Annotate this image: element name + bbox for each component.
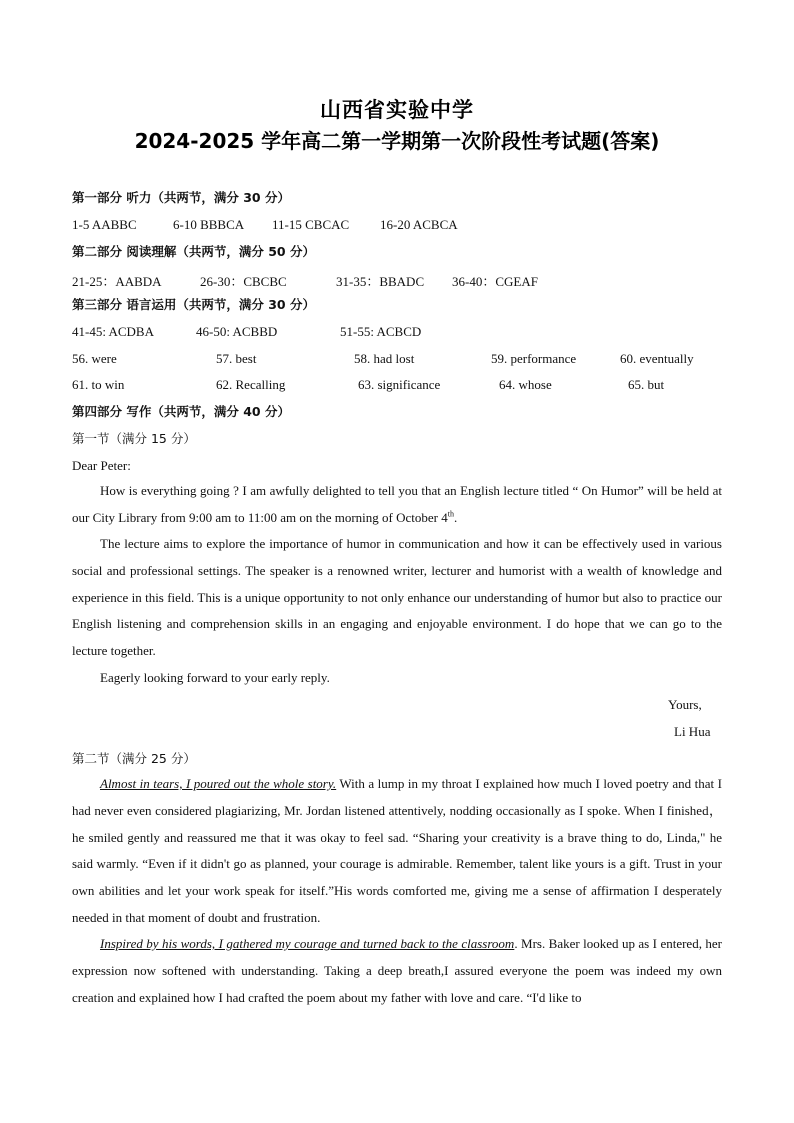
answer-group: 11-15 CBCAC — [272, 217, 350, 232]
answer-group: 41-45: ACDBA — [72, 324, 154, 339]
section1-heading: 第一节（满分 15 分） — [72, 431, 196, 446]
fill-answer: 62. Recalling — [216, 377, 286, 392]
part1-heading: 第一部分 听力（共两节，满分 30 分） — [72, 190, 290, 205]
letter-text: How is everything going ? I am awfully delighted to tell you that an English lecture titled “ On Humor” will be held at our City Library from 9:00 am to 11:00 am on the morning of October 4 — [72, 483, 722, 525]
essay-text: . Mrs. Baker looked up as I entered, her expression now softened with understanding. Taking a deep breath,I assured everyone the poem was indeed my own creation and explained how I had crafted the poem about my father with love and care. “I'd like to — [72, 936, 722, 1005]
essay-paragraph — [72, 771, 722, 932]
essay-paragraph — [72, 931, 722, 1011]
answer-group: 31-35：BBADC — [336, 274, 425, 289]
answer-group: 26-30：CBCBC — [200, 274, 287, 289]
letter-paragraph: Eagerly looking forward to your early reply. — [100, 670, 330, 685]
answer-group: 16-20 ACBCA — [380, 217, 458, 232]
signature: Li Hua — [674, 724, 711, 739]
given-opening-sentence: Almost in tears, I poured out the whole story. — [100, 776, 337, 791]
fill-answer: 61. to win — [72, 377, 125, 392]
answer-group: 6-10 BBBCA — [173, 217, 245, 232]
answer-group: 51-55: ACBCD — [340, 324, 422, 339]
given-opening-sentence: Inspired by his words, I gathered my courage and turned back to the classroom — [100, 936, 515, 951]
fill-answer: 60. eventually — [620, 351, 694, 366]
answer-group: 21-25：AABDA — [72, 274, 162, 289]
letter-paragraph — [72, 478, 722, 532]
answer-group: 36-40：CGEAF — [452, 274, 538, 289]
fill-answer: 65. but — [628, 377, 665, 392]
fill-answer: 59. performance — [491, 351, 577, 366]
fill-answer: 64. whose — [499, 377, 552, 392]
part4-heading: 第四部分 写作（共两节，满分 40 分） — [72, 404, 290, 419]
fill-answer: 57. best — [216, 351, 257, 366]
section2-heading: 第二节（满分 25 分） — [72, 751, 196, 766]
part3-heading: 第三部分 语言运用（共两节，满分 30 分） — [72, 297, 315, 312]
part2-heading: 第二部分 阅读理解（共两节，满分 50 分） — [72, 244, 315, 259]
school-title: 山西省实验中学 — [320, 98, 474, 122]
answer-group: 46-50: ACBBD — [196, 324, 278, 339]
salutation: Dear Peter: — [72, 458, 131, 473]
fill-answer: 56. were — [72, 351, 117, 366]
exam-title: 2024-2025 学年高二第一学期第一次阶段性考试题(答案) — [134, 129, 660, 153]
fill-answer: 63. significance — [358, 377, 441, 392]
fill-answer: 58. had lost — [354, 351, 415, 366]
closing: Yours, — [668, 697, 702, 712]
answer-group: 1-5 AABBC — [72, 217, 137, 232]
letter-text: . — [453, 509, 458, 525]
essay-text: With a lump in my throat I explained how much I loved poetry and that I had never even considered plagiarizing, Mr. Jordan listened attentively, nodding occasionally as I spoke. When I finished， he smiled gently and reassured me that it was okay to feel sad. “Sharing your creativity is a brave thing to do, Linda," he said warmly. “Even if it didn't go as planned, your courage is admirable. Remember, talent like yours is a gift. Trust in your own abilities and let your work speak for itself.”His words comforted me, giving me a sense of affirmation I desperately needed in that moment of doubt and frustration. — [72, 776, 722, 925]
ordinal-suffix: th — [447, 509, 454, 519]
letter-paragraph: The lecture aims to explore the importance of humor in communication and how it can be effectively used in various social and professional settings. The speaker is a renowned writer, lecturer and humorist with a wealth of knowledge and experience in this field. This is a unique opportunity to not only enhance our understanding of humor but also to practice our English listening and comprehension skills in an engaging and enjoyable environment. I do hope that we can go to the lecture together. — [72, 536, 722, 659]
